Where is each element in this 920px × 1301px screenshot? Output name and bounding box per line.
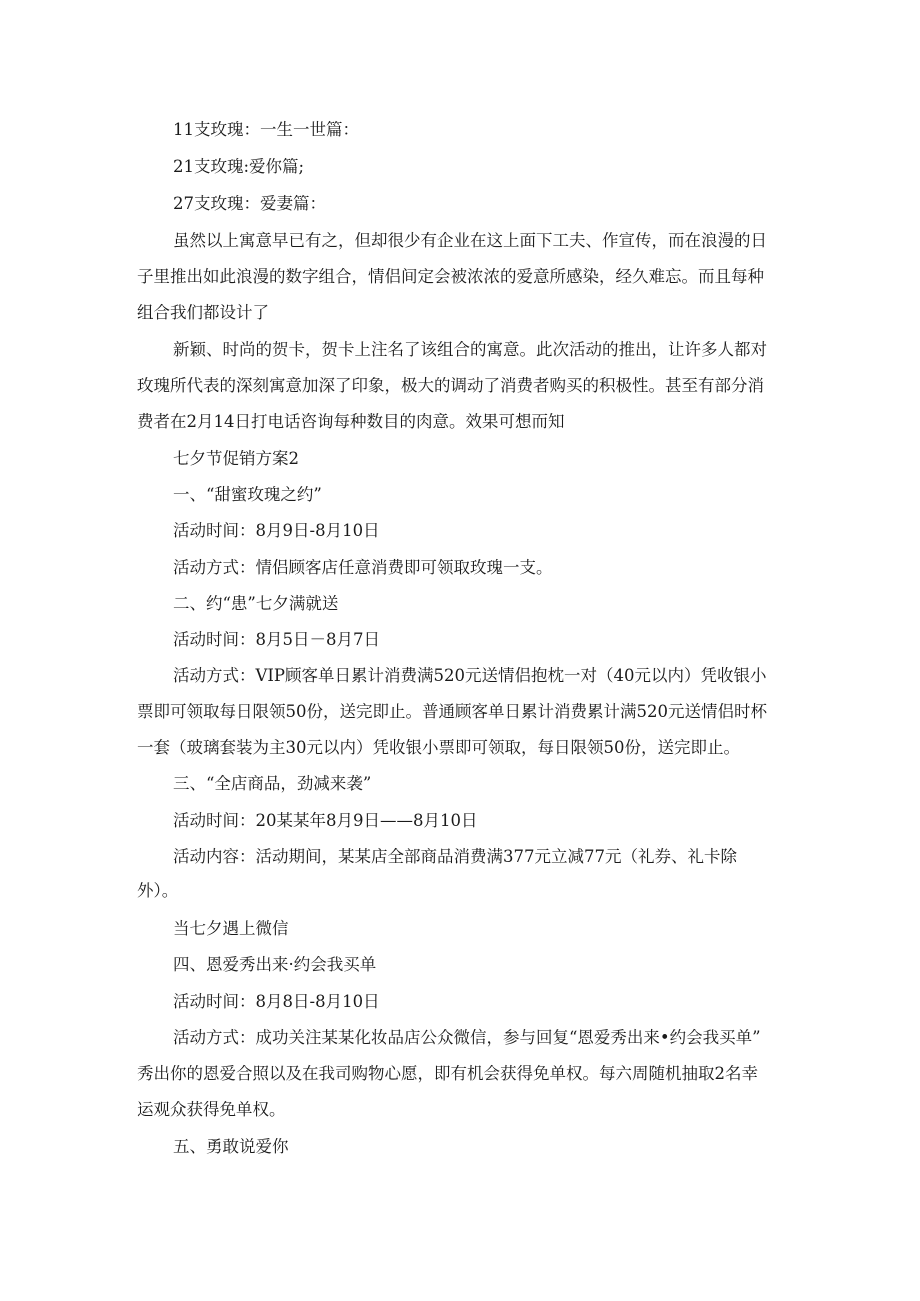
paragraph-line: 玫瑰所代表的深刻寓意加深了印象，极大的调动了消费者购买的积极性。甚至有部分消 <box>137 376 764 395</box>
paragraph-line: 运观众获得免单权。 <box>137 1100 286 1119</box>
subsection-heading: 当七夕遇上微信 <box>173 919 289 938</box>
activity-time: 活动时间：8月9日-8月10日 <box>173 521 380 540</box>
item-heading: 四、恩爱秀出来·约会我买单 <box>173 955 377 974</box>
rose-21-line: 21支玫瑰:爱你篇; <box>173 157 305 176</box>
activity-time: 活动时间：8月8日-8月10日 <box>173 992 380 1011</box>
paragraph-line: 秀出你的恩爱合照以及在我司购物心愿，即有机会获得免单权。每六周随机抽取2名幸 <box>137 1064 758 1083</box>
activity-method: 活动方式：成功关注某某化妆品店公众微信，参与回复“恩爱秀出来•约会我买单” <box>173 1028 761 1047</box>
item-heading: 一、“甜蜜玫瑰之约” <box>173 485 322 504</box>
activity-content: 活动内容：活动期间，某某店全部商品消费满377元立减77元（礼券、礼卡除 <box>173 847 737 866</box>
item-heading: 五、勇敢说爱你 <box>173 1137 289 1156</box>
paragraph-line: 虽然以上寓意早已有之，但却很少有企业在这上面下工夫、作宣传，而在浪漫的日 <box>173 231 767 250</box>
rose-27-line: 27支玫瑰：爱妻篇： <box>173 194 326 213</box>
paragraph-line: 票即可领取每日限领50份，送完即止。普通顾客单日累计消费累计满520元送情侣时杯 <box>137 702 767 721</box>
item-heading: 二、约“患”七夕满就送 <box>173 594 339 613</box>
activity-method: 活动方式：情侣顾客店任意消费即可领取玫瑰一支。 <box>173 558 553 577</box>
rose-11-line: 11支玫瑰：一生一世篇： <box>173 120 359 139</box>
activity-method: 活动方式：VIP顾客单日累计消费满520元送情侣抱枕一对（40元以内）凭收银小 <box>173 666 767 685</box>
paragraph-line: 一套（玻璃套装为主30元以内）凭收银小票即可领取，每日限领50份，送完即止。 <box>137 738 740 757</box>
section-heading: 七夕节促销方案2 <box>173 449 299 468</box>
paragraph-line: 子里推出如此浪漫的数字组合，情侣间定会被浓浓的爱意所感染，经久难忘。而且每种 <box>137 267 764 286</box>
paragraph-line: 组合我们都设计了 <box>137 303 269 322</box>
paragraph-line: 新颖、时尚的贺卡，贺卡上注名了该组合的寓意。此次活动的推出，让许多人都对 <box>173 340 767 359</box>
paragraph-line: 外）。 <box>137 881 179 900</box>
paragraph-line: 费者在2月14日打电话咨询每种数目的肉意。效果可想而知 <box>137 412 565 431</box>
item-heading: 三、“全店商品，劲减来袭” <box>173 774 372 793</box>
activity-time: 活动时间：20某某年8月9日——8月10日 <box>173 811 478 830</box>
activity-time: 活动时间：8月5日－8月7日 <box>173 630 380 649</box>
